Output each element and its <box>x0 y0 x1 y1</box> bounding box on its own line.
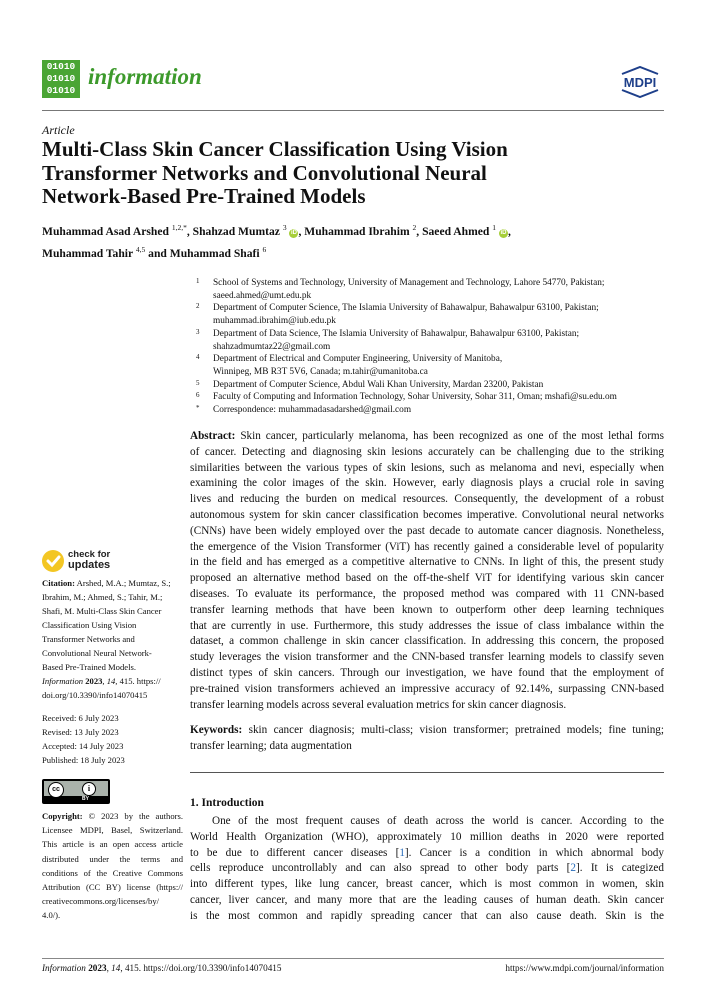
citation-line: Shafi, M. Multi-Class Skin Cancer <box>42 606 162 616</box>
footer-rule <box>42 958 664 959</box>
footer-year: 2023 <box>88 963 107 973</box>
copyright-text: © 2023 by the authors. <box>82 811 183 821</box>
svg-text:MDPI: MDPI <box>623 75 657 90</box>
abstract-text: distinct types of skin cancers. Through our investigation, we have found that the employment of <box>190 666 664 679</box>
abstract-text: (CNNs) have been widely employed over the past decade to automate cancer diagnosis. Nonetheless, <box>190 524 664 537</box>
keywords-line <box>190 723 664 739</box>
date-line: Published: 18 July 2023 <box>42 755 125 765</box>
copyright-line: Attribution (CC BY) license (https:// <box>42 881 183 892</box>
abstract-line <box>190 540 664 556</box>
author-separator: and <box>145 246 170 260</box>
abstract-line <box>190 619 664 635</box>
affiliation-line: Department of Electrical and Computer Engineering, University of Manitoba, <box>213 354 503 365</box>
copyright-line: Licensee MDPI, Basel, Switzerland. <box>42 825 183 836</box>
abstract-text: examining the color images of the skin. However, early diagnosis plays a crucial role in saving <box>190 477 664 490</box>
affiliation-line: saeed.ahmed@umt.edu.pk <box>213 290 312 301</box>
abstract-line <box>190 445 664 461</box>
abstract-line <box>190 587 664 603</box>
citation-year: 2023 <box>85 676 103 686</box>
logo-bits: 01010 <box>46 61 76 72</box>
affiliation-number: * <box>196 404 200 413</box>
citation-line: Convolutional Neural Network- <box>42 648 152 658</box>
date-line: Received: 6 July 2023 <box>42 713 119 723</box>
section-heading: 1. Introduction <box>190 797 264 809</box>
reference-link[interactable]: 1 <box>399 846 405 859</box>
affiliation-number: 1 <box>196 277 200 285</box>
author-separator: , <box>186 224 193 238</box>
affiliation-number: 2 <box>196 302 200 311</box>
abstract-text: transfer learning models across several evaluation metrics for skin cancer diagnosis. <box>190 698 567 711</box>
abstract-text: transfer learning methods that have been known to outperform other deep learning techniques <box>190 603 664 616</box>
affiliation <box>190 391 670 404</box>
affiliation-line: School of Systems and Technology, University of Management and Technology, Lahore 54770, Pakistan; <box>213 278 605 288</box>
citation-line: Transformer Networks and <box>42 634 135 644</box>
title-line: Network-Based Pre-Trained Models <box>42 184 366 208</box>
abstract-text: Skin cancer, particularly melanoma, has been recognized as one of the most lethal forms <box>235 430 664 442</box>
author-affiliation-marker: 1,2,* <box>171 223 187 232</box>
citation-volume: 14 <box>106 676 116 686</box>
abstract-text: autonomous system for skin cancer classification becomes imperative. Convolutional neural networks <box>190 508 664 521</box>
abstract-line <box>190 508 664 524</box>
introduction-text <box>190 814 664 925</box>
footer-journal: Information <box>42 963 86 973</box>
paragraph-text: is the most common and rapidly spreading cancer that can also cause death. Skin is the <box>190 909 664 922</box>
cc-by-license-badge[interactable] <box>42 779 110 804</box>
paragraph-text: World Health Organization (WHO), approximately 10 million deaths in 2020 were reported <box>190 830 664 843</box>
author-name: Muhammad Shafi <box>169 246 260 260</box>
paragraph-line <box>190 861 664 877</box>
check-icon <box>42 550 64 572</box>
abstract-text: dataset, a common challenge in skin cancer classification. In addressing this concern, the proposed <box>190 635 664 648</box>
affiliation <box>190 379 670 392</box>
author-affiliation-marker: 6 <box>262 244 267 254</box>
copyright-line: conditions of the Creative Commons <box>42 867 183 878</box>
citation-line: Based Pre-Trained Models. <box>42 662 136 672</box>
title-line: Transformer Networks and Convolutional Neural <box>42 160 487 185</box>
keywords <box>190 723 664 755</box>
paragraph-text: into different types, like lung cancer, breast cancer, which is most common in women, skin <box>190 878 664 891</box>
citation-line: Ibrahim, M.; Ahmed, S.; Tahir, M.; <box>42 592 163 602</box>
copyright-line: creativecommons.org/licenses/by/ <box>42 896 160 907</box>
affiliation-line: Department of Data Science, The Islamia University of Bahawalpur, Bahawalpur 63100, Pakistan; <box>213 328 580 339</box>
citation-text: Arshed, M.A.; Mumtaz, S.; <box>74 578 171 588</box>
person-icon: i <box>82 782 96 796</box>
affiliation-line: Department of Computer Science, Abdul Wali Khan University, Mardan 23200, Pakistan <box>213 379 544 390</box>
abstract-text: similarities between the various types of skin lesions, such as melanoma and nevi, especially when <box>190 461 664 474</box>
abstract-line <box>190 698 664 714</box>
abstract-line <box>190 682 664 698</box>
author-name: Muhammad Ibrahim <box>304 224 410 238</box>
author-name: Muhammad Tahir <box>42 246 133 260</box>
footer-doi-link[interactable]: , 415. https://doi.org/10.3390/info14070415 <box>120 963 282 973</box>
affiliation-line: Faculty of Computing and Information Technology, Sohar University, Sohar 311, Oman; mshafi@su.edu.om <box>213 392 617 403</box>
paragraph-text: cancer, liver cancer, and many more that are the leading causes of human death. Skin cancer <box>190 893 664 906</box>
keywords-text: skin cancer diagnosis; multi-class; vision transformer; pretrained models; fine tuning; <box>242 724 664 736</box>
updates-label: updates <box>68 559 111 571</box>
abstract-text: lives and reducing the burden on medical resources. Consequently, the development of a robust <box>190 493 664 506</box>
affiliation-line: Department of Computer Science, The Islamia University of Bahawalpur, Bahawalpur 63100, Pakistan; <box>213 303 599 314</box>
orcid-icon[interactable]: iD <box>290 229 297 236</box>
logo-bits: 01010 <box>46 73 76 84</box>
section-rule <box>190 772 664 773</box>
author-separator: , <box>507 224 511 238</box>
abstract-line <box>190 634 664 650</box>
affiliation <box>190 328 670 353</box>
affiliation-number: 4 <box>196 353 200 362</box>
paragraph-text: cells reproduce uncontrollably and can also spread to other body parts [ <box>190 862 571 875</box>
copyright-line: This article is an open access article <box>42 839 183 850</box>
date-line: Revised: 13 July 2023 <box>42 727 119 737</box>
check-label: check for <box>68 549 111 560</box>
paragraph-text: One of the most frequent causes of death across the world is cancer. According to the <box>212 815 664 827</box>
affiliations <box>190 277 670 417</box>
affiliation <box>190 277 670 302</box>
abstract-line <box>190 429 664 445</box>
date-line: Accepted: 14 July 2023 <box>42 741 124 751</box>
journal-name: information <box>88 64 202 89</box>
title-line: Multi-Class Skin Cancer Classification Using Vision <box>42 137 508 161</box>
citation-label: Citation: <box>42 578 75 588</box>
citation-doi-link[interactable]: , 415. https:// <box>115 676 161 686</box>
affiliation-number: 3 <box>196 327 200 336</box>
paragraph-line <box>190 909 664 925</box>
abstract-text: the emergence of the Vision Transformer (ViT) has recently gained a considerable level of popularity <box>190 540 664 553</box>
abstract-text: study leverages the vision transformer and the CNN-based transfer learning models to classify seven <box>190 651 664 664</box>
author-separator: , <box>416 224 423 238</box>
author-affiliation-marker: 4,5 <box>135 244 146 254</box>
copyright-line: 4.0/). <box>42 910 61 921</box>
abstract-text: proposed an alternative method based on the off-the-shelf ViT for identifying various skin cancer <box>190 572 664 585</box>
paragraph-line <box>190 830 664 846</box>
abstract-text: of cancer. Detecting and diagnosing skin lesions accurately can be challenging due to the striking <box>190 445 664 458</box>
article-type: Article <box>42 123 75 137</box>
abstract <box>190 429 664 713</box>
keywords-line <box>190 739 664 755</box>
keywords-text: transfer learning; data augmentation <box>190 739 352 752</box>
abstract-label: Abstract: <box>190 430 236 442</box>
paragraph-line <box>190 877 664 893</box>
affiliation-line: muhammad.ibrahim@iub.edu.pk <box>213 316 336 327</box>
check-for-updates-button[interactable] <box>42 550 162 572</box>
paragraph-line <box>190 814 664 830</box>
by-label: BY <box>82 796 89 802</box>
affiliation <box>190 404 670 417</box>
abstract-line <box>190 524 664 540</box>
keywords-label: Keywords: <box>190 724 243 736</box>
affiliation-line: Winnipeg, MB R3T 5V6, Canada; m.tahir@umanitoba.ca <box>213 366 428 377</box>
abstract-line <box>190 555 664 571</box>
author-name: Shahzad Mumtaz <box>192 224 280 238</box>
cc-icon: cc <box>48 782 64 798</box>
paragraph-text: to be due to different cancer diseases [ <box>190 846 400 859</box>
author-affiliation-marker: 2 <box>412 223 417 232</box>
copyright <box>42 809 183 923</box>
abstract-line <box>190 571 664 587</box>
author-list <box>42 219 672 263</box>
orcid-icon[interactable]: iD <box>500 229 507 236</box>
affiliation-line: Correspondence: muhammadasadarshed@gmail.com <box>213 405 412 416</box>
abstract-line <box>190 666 664 682</box>
mdpi-logo <box>614 66 666 98</box>
affiliation-number: 6 <box>196 391 200 400</box>
logo-bits: 01010 <box>46 85 76 96</box>
copyright-label: Copyright: <box>42 811 83 821</box>
abstract-line <box>190 650 664 666</box>
citation-doi-link[interactable]: doi.org/10.3390/info14070415 <box>42 690 148 700</box>
journal-logo <box>42 60 80 98</box>
paragraph-text: ]. It is categized <box>575 862 664 875</box>
paragraph-text: ]. Cancer is a condition in which abnormal body <box>404 846 664 859</box>
abstract-line <box>190 461 664 477</box>
abstract-text: pre-trained vision transformers achieved an impressive accuracy of 92.14%, surpassing CNN-based <box>190 682 664 695</box>
abstract-line <box>190 603 664 619</box>
paragraph-line <box>190 893 664 909</box>
abstract-text: in the field and has emerged as a competitive alternative to CNNs. In light of this, the present study <box>190 556 664 569</box>
author-name: Saeed Ahmed <box>422 224 490 238</box>
abstract-line <box>190 476 664 492</box>
affiliation <box>190 353 670 378</box>
affiliation <box>190 302 670 327</box>
footer-citation: Information 2023, 14, 415. https://doi.org/10.3390/info14070415 <box>42 963 282 973</box>
paragraph-line <box>190 846 664 862</box>
reference-link[interactable]: 2 <box>570 862 576 875</box>
citation: Citation: Arshed, M.A.; Mumtaz, S.; Ibrahim, M.; Ahmed, S.; Tahir, M.; Shafi, M. Multi-Class Skin Cancer Classification Using Vision Transformer Networks and Convolutional Neural Network- Based Pre-Trained Models. Information 2023, 14, 415. https:// doi.org/10.3390/info14070415 <box>42 576 183 702</box>
header-rule <box>42 110 664 111</box>
copyright-line: distributed under the terms and <box>42 853 183 864</box>
author-separator: , <box>298 224 305 238</box>
author-affiliation-marker: 1 <box>492 223 497 232</box>
abstract-text: that are currently in use. Furthermore, this study addresses the issue of class imbalance within the <box>190 619 664 632</box>
affiliation-line: shahzadmumtaz22@gmail.com <box>213 341 331 352</box>
author-name: Muhammad Asad Arshed <box>42 224 169 238</box>
publication-dates <box>42 711 183 767</box>
citation-journal: Information <box>42 676 84 686</box>
affiliation-number: 5 <box>196 378 200 387</box>
paper-title <box>42 138 602 209</box>
abstract-line <box>190 492 664 508</box>
footer-volume: 14 <box>111 963 121 973</box>
author-affiliation-marker: 3 <box>282 223 287 232</box>
citation-line: Classification Using Vision <box>42 620 137 630</box>
footer-journal-url[interactable]: https://www.mdpi.com/journal/information <box>505 963 664 973</box>
abstract-text: diseases. To evaluate its performance, the proposed method was compared with 11 CNN-based <box>190 587 664 600</box>
